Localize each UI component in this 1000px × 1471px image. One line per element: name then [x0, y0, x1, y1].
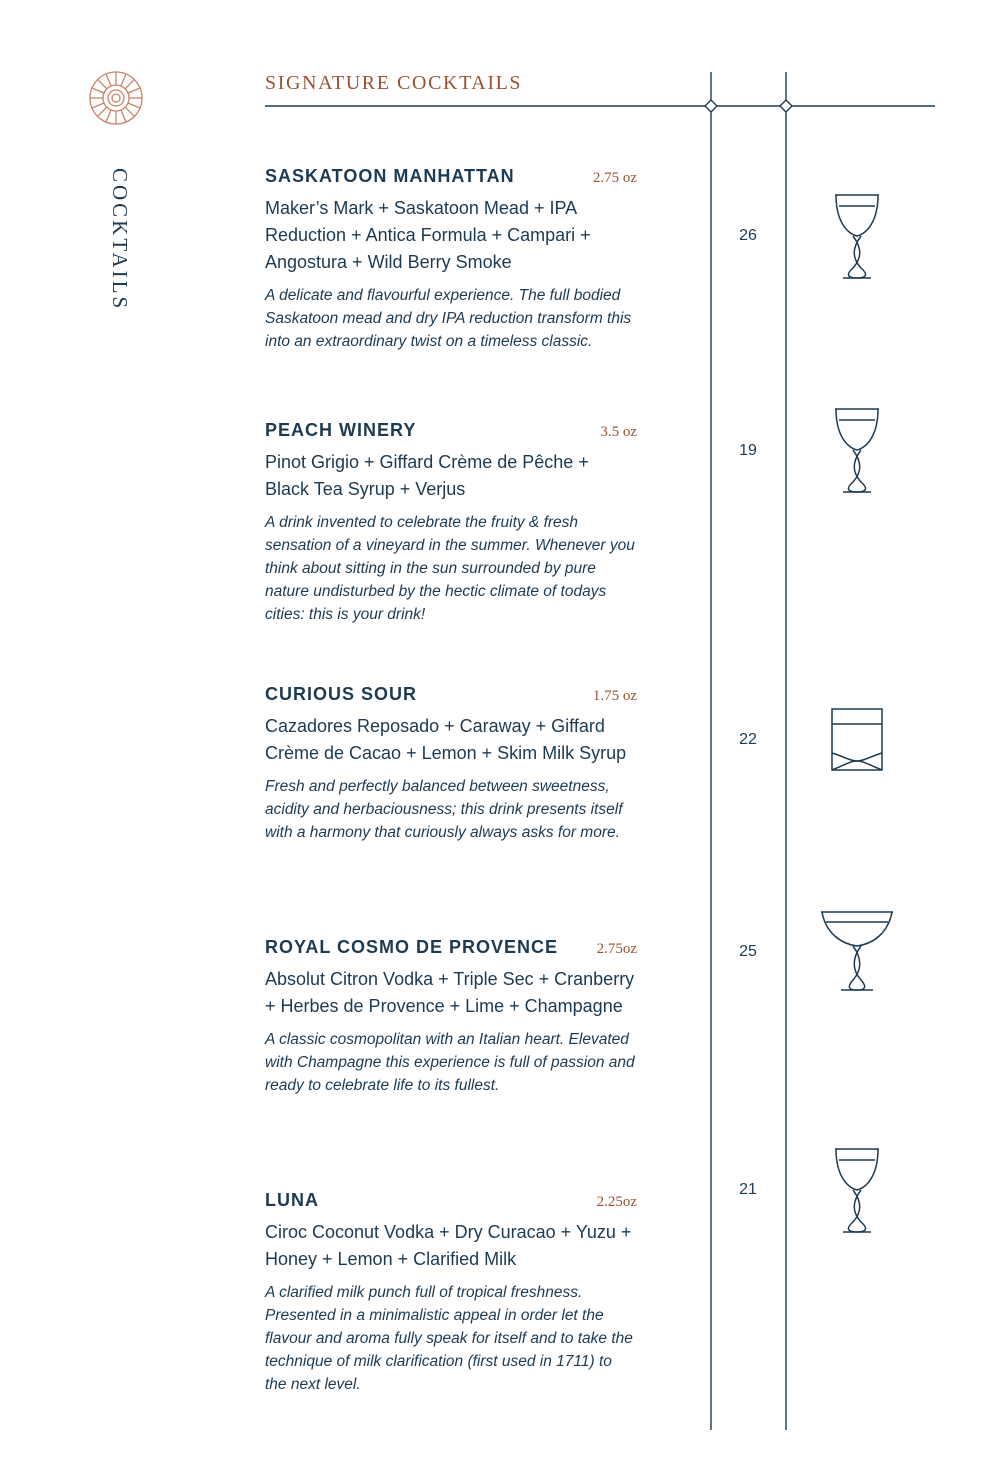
- side-title: [78, 168, 158, 312]
- wine-glass-icon: [832, 192, 882, 282]
- cocktail-item: [265, 420, 637, 626]
- cocktail-name: ROYAL COSMO DE PROVENCE: [265, 937, 559, 957]
- cocktail-ingredients: Maker’s Mark + Saskatoon Mead + IPA Reduction + Antica Formula + Campari + Angostura + Wild Berry Smoke: [265, 198, 591, 272]
- cocktail-price: 26: [739, 227, 757, 244]
- cocktail-name: SASKATOON MANHATTAN: [265, 166, 515, 186]
- cocktail-ingredients: Pinot Grigio + Giffard Crème de Pêche + Black Tea Syrup + Verjus: [265, 452, 589, 499]
- coupe-glass-icon: [818, 908, 896, 994]
- cocktail-description: A delicate and flavourful experience. The full bodied Saskatoon mead and dry IPA reduction transform this into an extraordinary twist on a timeless classic.: [265, 287, 632, 350]
- cocktail-description: A clarified milk punch full of tropical freshness. Presented in a minimalistic appeal in order let the flavour and aroma fully speak for itself and to take the technique of milk clarification (first used in 1711) to the next level.: [265, 1284, 633, 1393]
- cocktail-size: 2.75 oz: [592, 170, 637, 186]
- cocktail-item: [265, 1190, 637, 1396]
- rocks-glass-icon: [830, 707, 884, 773]
- cocktail-size: 2.25oz: [596, 1194, 637, 1210]
- cocktail-description: A drink invented to celebrate the fruity & fresh sensation of a vineyard in the summer. Whenever you think about sitting in the sun surrounded by pure nature undisturbed by the hectic climate of todays cities: this is your drink!: [265, 514, 635, 623]
- cocktail-name: CURIOUS SOUR: [265, 684, 418, 704]
- cocktail-price: 25: [739, 943, 757, 960]
- cocktail-name: LUNA: [265, 1190, 319, 1210]
- cocktail-item: [265, 166, 637, 353]
- cocktail-name: PEACH WINERY: [265, 420, 417, 440]
- side-title-text: COCKTAILS: [108, 168, 132, 312]
- cocktail-size: 3.5 oz: [600, 424, 637, 440]
- cocktail-item: [265, 684, 637, 844]
- cocktail-price: 19: [739, 442, 757, 459]
- cocktail-description: Fresh and perfectly balanced between sweetness, acidity and herbaciousness; this drink presents itself with a harmony that curiously always asks for more.: [265, 778, 623, 841]
- cocktail-ingredients: Cazadores Reposado + Caraway + Giffard Crème de Cacao + Lemon + Skim Milk Syrup: [265, 716, 627, 763]
- cocktail-item: [265, 937, 637, 1097]
- cocktail-ingredients: Ciroc Coconut Vodka + Dry Curacao + Yuzu + Honey + Lemon + Clarified Milk: [265, 1222, 632, 1269]
- cocktail-description: A classic cosmopolitan with an Italian heart. Elevated with Champagne this experience is full of passion and ready to celebrate life to its fullest.: [265, 1031, 635, 1094]
- wine-glass-icon: [832, 406, 882, 496]
- cocktail-size: 2.75oz: [596, 941, 637, 957]
- cocktail-price: 22: [739, 731, 757, 748]
- cocktail-size: 1.75 oz: [592, 688, 637, 704]
- cocktail-price: 21: [739, 1181, 757, 1198]
- cocktail-ingredients: Absolut Citron Vodka + Triple Sec + Cranberry + Herbes de Provence + Lime + Champagne: [265, 969, 635, 1016]
- sunburst-logo-icon: [88, 70, 144, 126]
- section-title: SIGNATURE COCKTAILS: [265, 72, 523, 94]
- wine-glass-icon: [832, 1146, 882, 1236]
